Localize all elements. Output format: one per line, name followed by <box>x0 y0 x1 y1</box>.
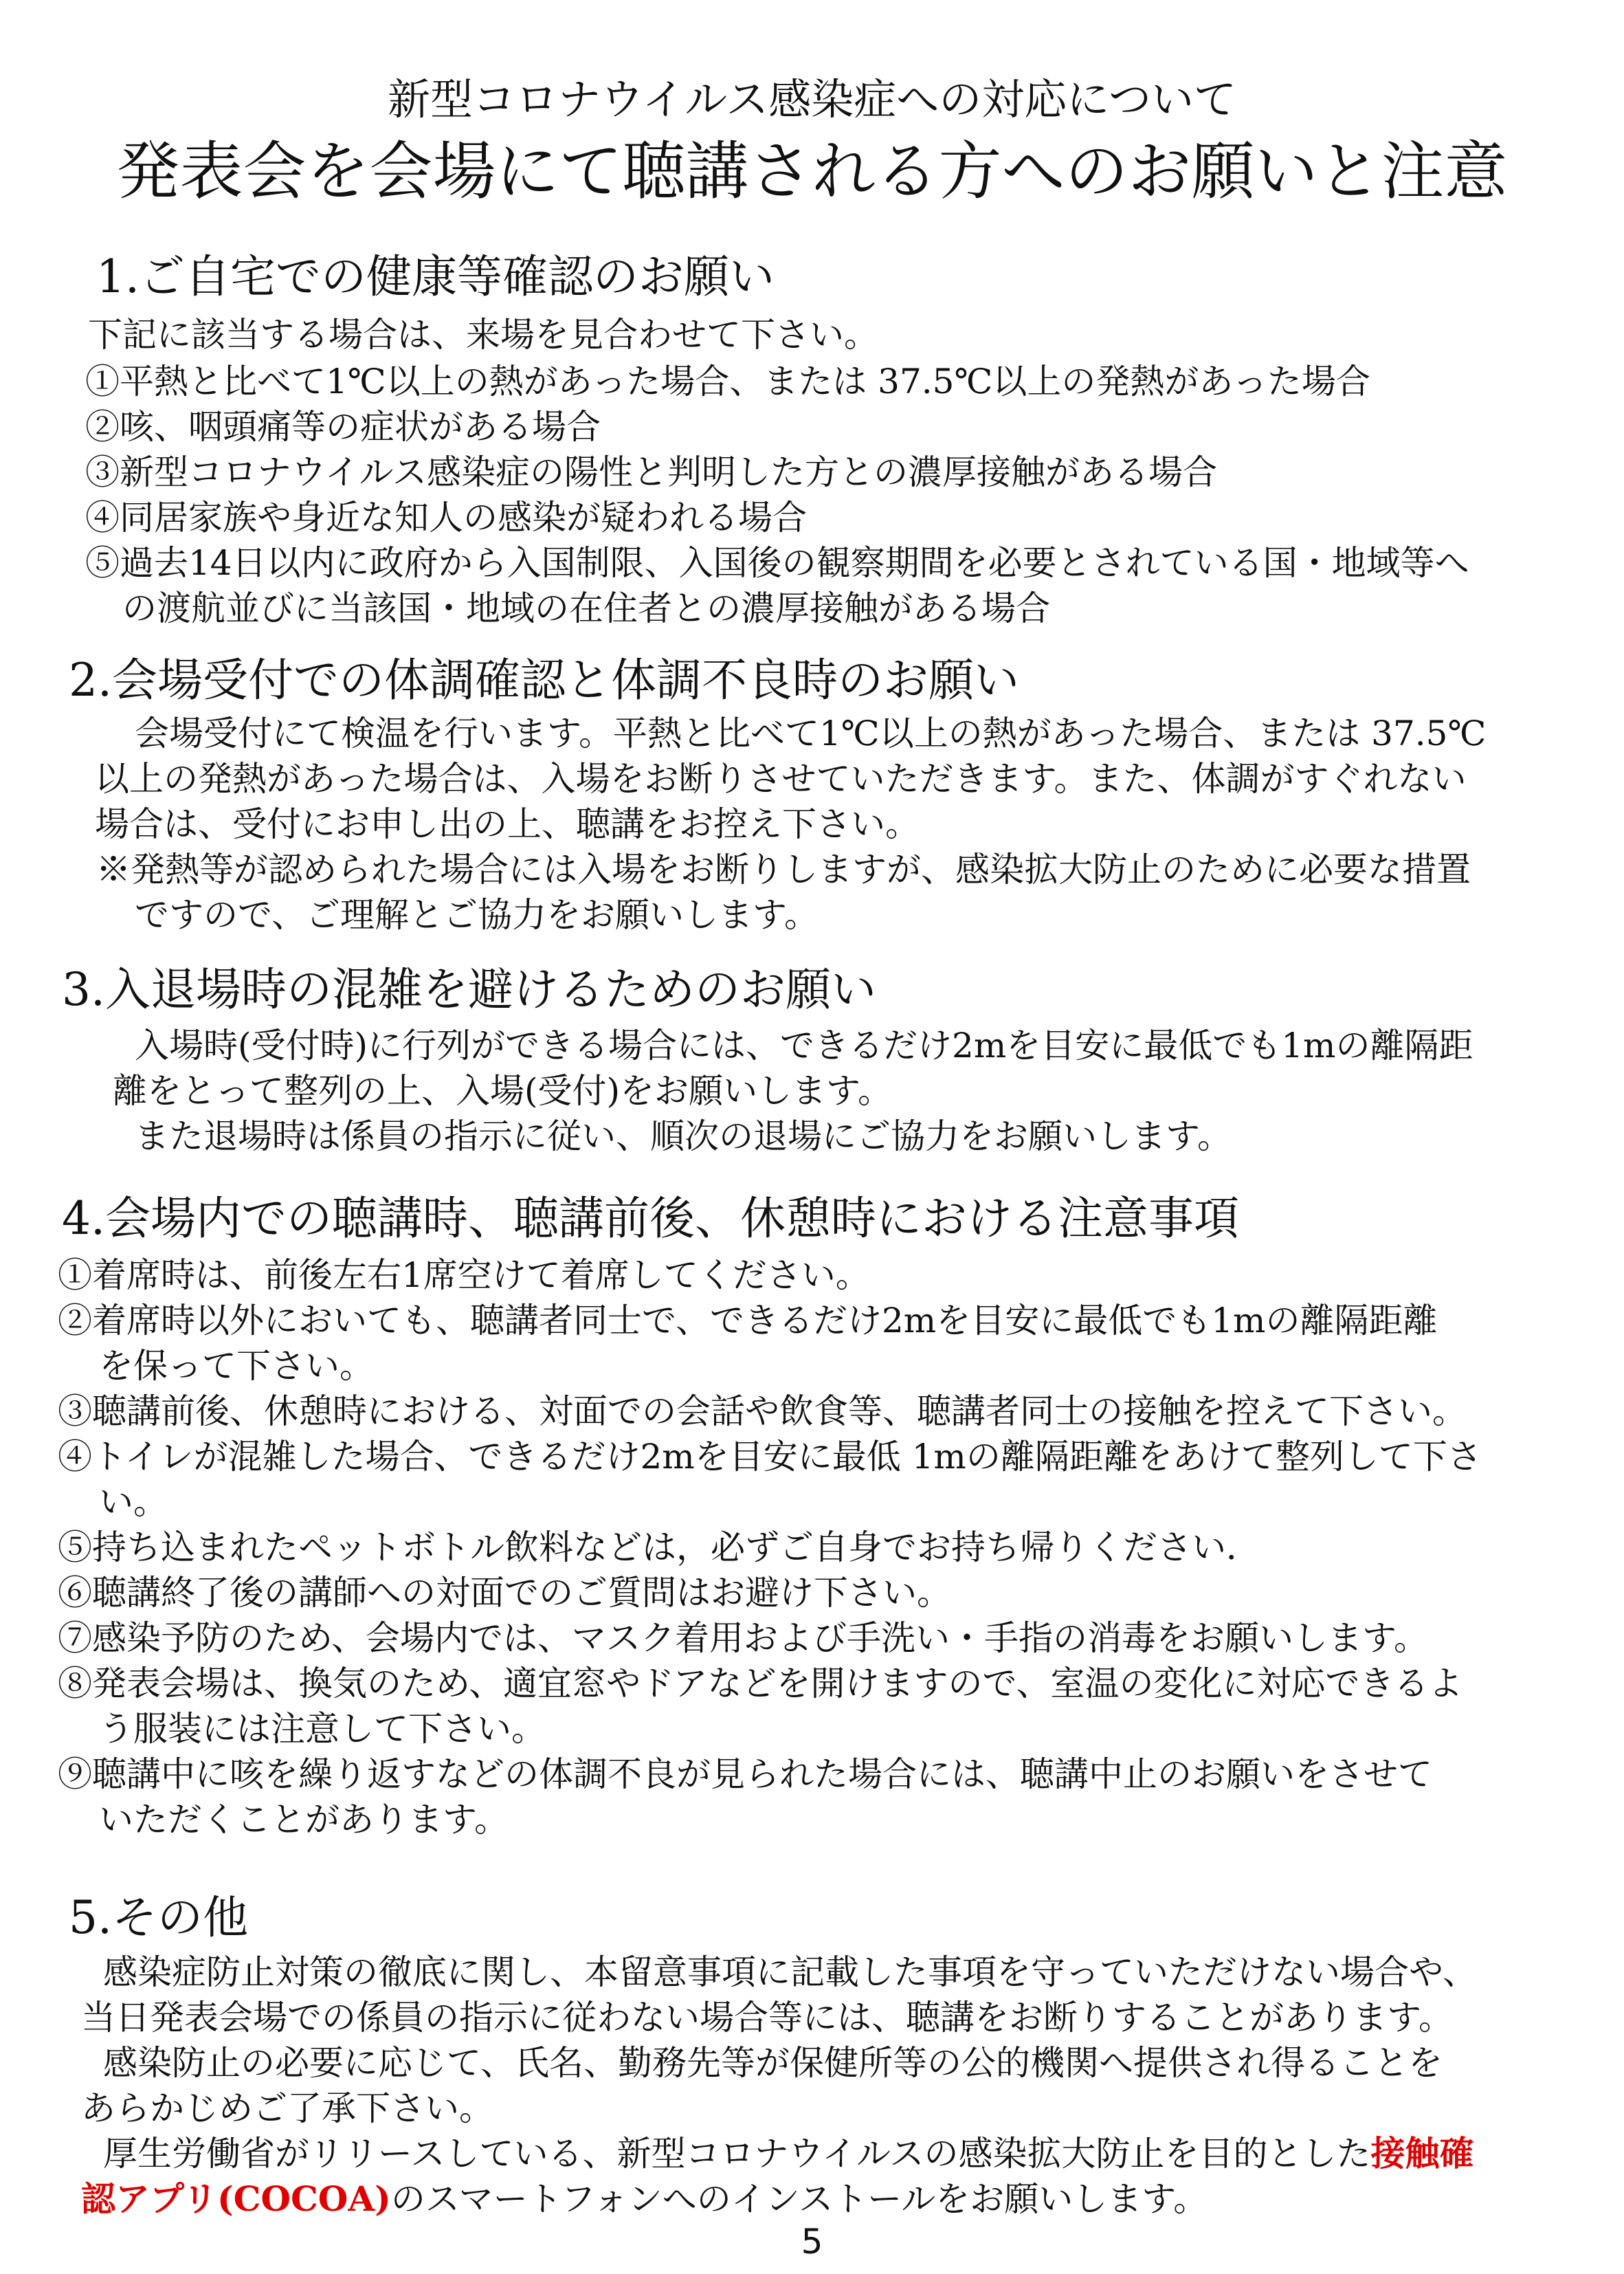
section2-line: 会場受付にて検温を行います。平熱と比べて1℃以上の熱があった場合、または 37.5℃ <box>135 714 1487 753</box>
section5-line: あらかじめご了承下さい。 <box>81 2088 493 2128</box>
section4-line-continuation: う服装には注意して下さい。 <box>99 1709 546 1749</box>
section1-item: ③新型コロナウイルス感染症の陽性と判明した方との濃厚接触がある場合 <box>85 452 1217 492</box>
section1-item: ②咳、咽頭痛等の症状がある場合 <box>85 407 601 447</box>
section1-item: ⑤過去14日以内に政府から入国制限、入国後の観察期間を必要とされている国・地域等へ <box>85 543 1469 583</box>
section4-line: ⑦感染予防のため、会場内では、マスク着用および手洗い・手指の消毒をお願いします。 <box>58 1618 1428 1658</box>
section4-line: ①着席時は、前後左右1席空けて着席してください。 <box>58 1255 870 1295</box>
section4-line: ②着席時以外においても、聴講者同士で、できるだけ2mを目安に最低でも1mの離隔距離 <box>58 1301 1438 1340</box>
section3-line: 離をとって整列の上、入場(受付)をお願いします。 <box>113 1071 893 1111</box>
document-title: 発表会を会場にて聴講される方へのお願いと注意 <box>116 135 1508 208</box>
section3-heading: 3.入退場時の混雑を避けるためのお願い <box>62 963 876 1016</box>
cocoa-app-highlight: 認アプリ(COCOA) <box>81 2178 391 2219</box>
section5-line-with-highlight <box>103 2131 1474 2176</box>
document-subtitle: 新型コロナウイルス感染症への対応について <box>387 74 1237 124</box>
section3-line: また退場時は係員の指示に従い、順次の退場にご協力をお願いします。 <box>135 1116 1232 1156</box>
section4-line: ③聴講前後、休憩時における、対面での会話や飲食等、聴講者同士の接触を控えて下さい。 <box>58 1391 1467 1431</box>
section4-line: ⑨聴講中に咳を繰り返すなどの体調不良が見られた場合には、聴講中止のお願いをさせて <box>58 1754 1432 1794</box>
section1-heading: 1.ご自宅での健康等確認のお願い <box>96 250 775 303</box>
section5-line: 当日発表会場での係員の指示に従わない場合等には、聴講をお断りすることがあります。 <box>81 1998 1453 2038</box>
cocoa-app-highlight: 接触確 <box>1370 2133 1474 2174</box>
section5-tail: のスマートフォンへのインストールをお願いします。 <box>390 2179 1208 2219</box>
section4-line: ⑤持ち込まれたペットボトル飲料などは，必ずご自身でお持ち帰りください． <box>58 1527 1260 1567</box>
section5-line: 感染防止の必要に応じて、氏名、勤務先等が保健所等の公的機関へ提供され得ることを <box>103 2043 1443 2083</box>
section4-line: ⑧発表会場は、換気のため、適宜窓やドアなどを開けますので、室温の変化に対応できるよ <box>58 1664 1463 1703</box>
section2-line: 以上の発熱があった場合は、入場をお断りさせていただきます。また、体調がすぐれない <box>95 759 1467 799</box>
section4-line: ④トイレが混雑した場合、できるだけ2mを目安に最低 1mの離隔距離をあけて整列して下さ <box>58 1437 1482 1477</box>
section4-line-continuation: いただくことがあります。 <box>99 1800 509 1840</box>
section5-line: 厚生労働省がリリースしている、新型コロナウイルスの感染拡大防止を目的とした <box>103 2134 1371 2174</box>
section5-heading: 5.その他 <box>69 1891 248 1944</box>
section2-note: ※発熱等が認められた場合には入場をお断りしますが、感染拡大防止のために必要な措置 <box>96 850 1471 890</box>
section1-item: ①平熱と比べて1℃以上の熱があった場合、または 37.5℃以上の発熱があった場合 <box>85 362 1370 401</box>
section1-item-continuation: の渡航並びに当該国・地域の在住者との濃厚接触がある場合 <box>122 588 1050 628</box>
section4-line-continuation: を保って下さい。 <box>99 1346 374 1386</box>
section4-line-continuation: い。 <box>99 1482 168 1522</box>
section5-cocoa-line <box>81 2176 1208 2222</box>
section2-line: 場合は、受付にお申し出の上、聴講をお控え下さい。 <box>95 804 920 844</box>
section1-item: ④同居家族や身近な知人の感染が疑われる場合 <box>85 498 807 538</box>
section4-line: ⑥聴講終了後の講師への対面でのご質問はお避け下さい。 <box>58 1573 951 1613</box>
section2-heading: 2.会場受付での体調確認と体調不良時のお願い <box>69 654 1019 707</box>
section2-note-continuation: ですので、ご理解とご協力をお願いします。 <box>135 895 819 935</box>
section3-line: 入場時(受付時)に行列ができる場合には、できるだけ2mを目安に最低でも1mの離隔距 <box>135 1026 1473 1066</box>
page-number: 5 <box>801 2222 823 2262</box>
section5-line: 感染症防止対策の徹底に関し、本留意事項に記載した事項を守っていただけない場合や、 <box>103 1952 1477 1992</box>
section1-intro: 下記に該当する場合は、来場を見合わせて下さい。 <box>88 315 878 355</box>
section4-heading: 4.会場内での聴講時、聴講前後、休憩時における注意事項 <box>62 1192 1239 1245</box>
